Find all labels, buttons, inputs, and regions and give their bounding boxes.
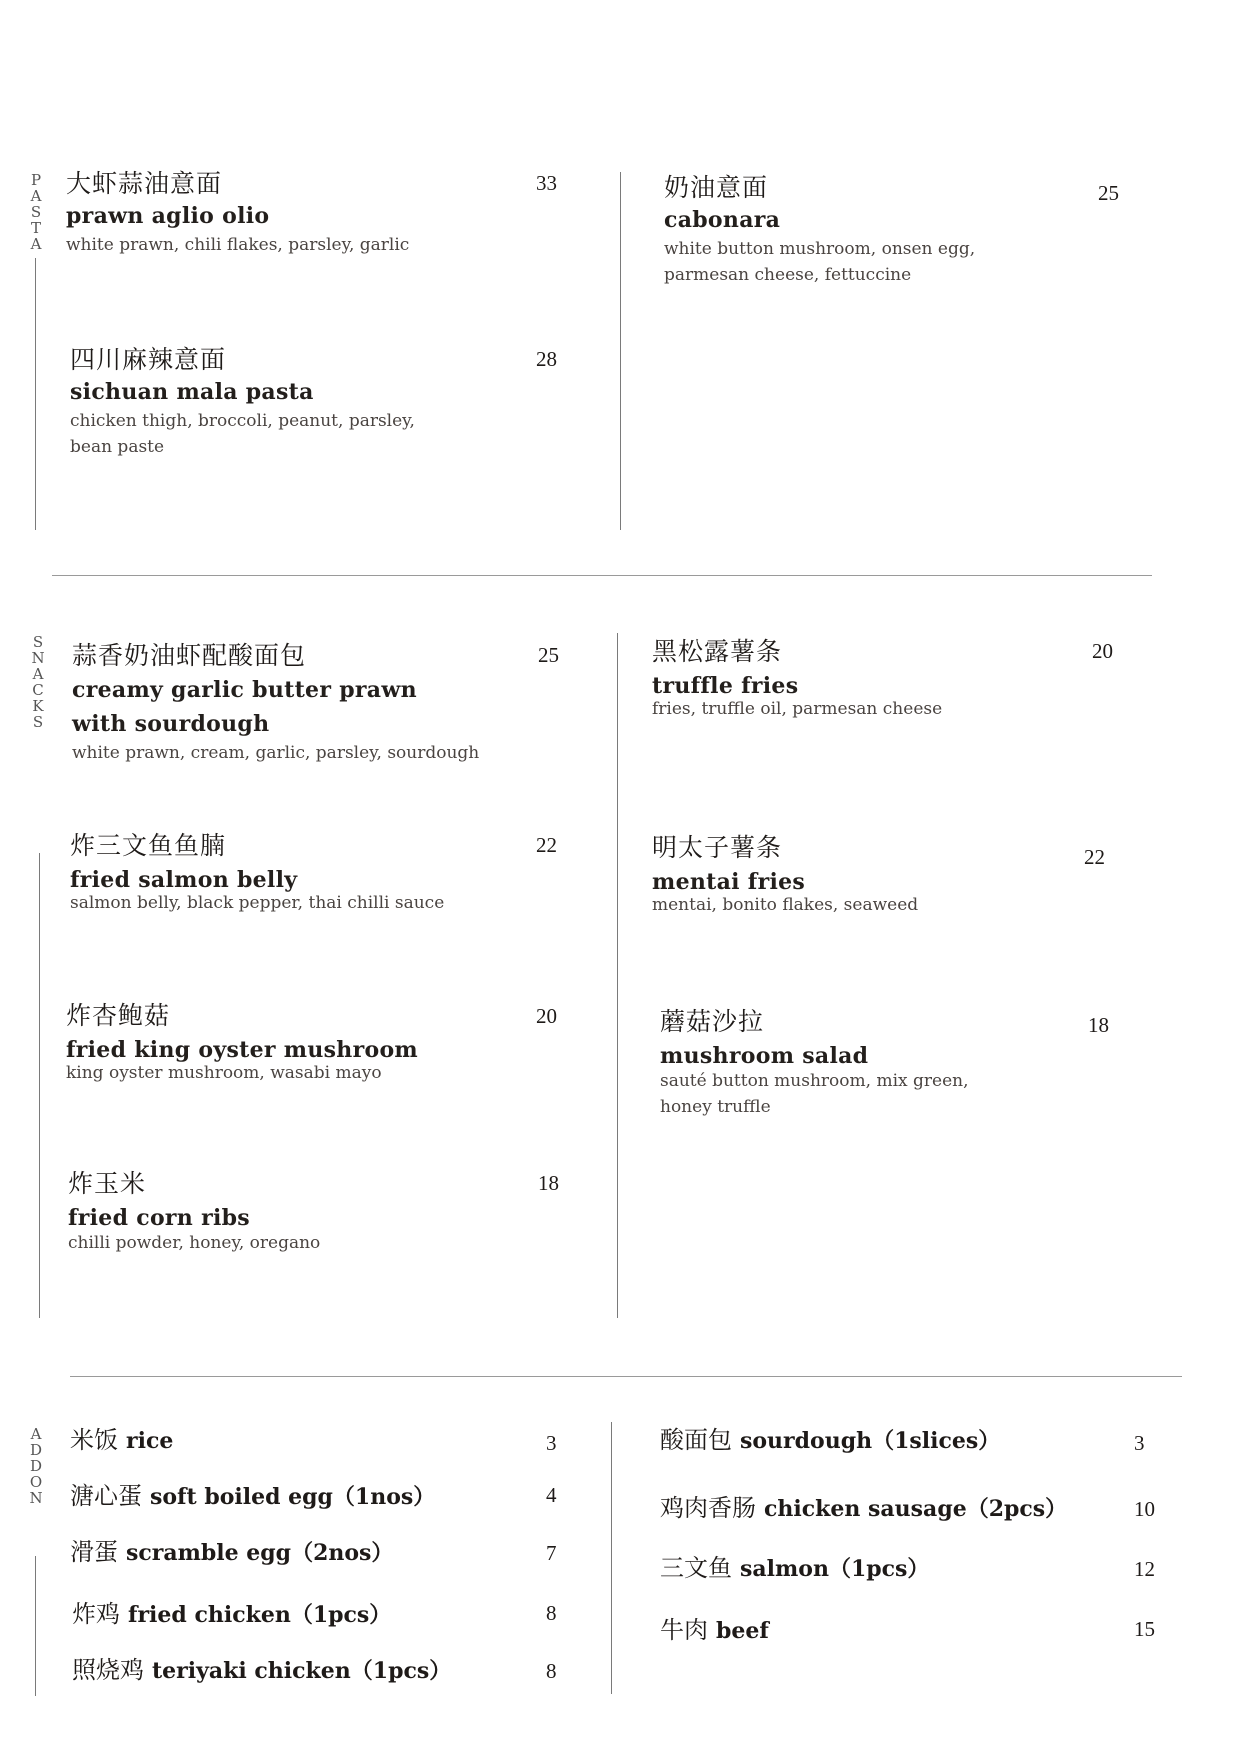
item-price: 22	[536, 833, 557, 857]
label-letter: A	[30, 187, 42, 205]
snacks-column-divider	[617, 633, 618, 1318]
label-letter: C	[32, 681, 44, 699]
item-price: 33	[536, 171, 557, 195]
item-description-cont: parmesan cheese, fettuccine	[664, 265, 912, 285]
menu-item-prawn-aglio-olio	[66, 168, 486, 258]
label-letter: A	[30, 1425, 42, 1443]
menu-item-mentai-fries	[652, 832, 1092, 918]
item-description: white prawn, cream, garlic, parsley, sourdough	[72, 743, 480, 763]
addon-price: 4	[546, 1483, 557, 1507]
menu-item-mushroom-salad	[660, 1006, 1100, 1120]
menu-item-creamy-garlic-butter-prawn	[72, 640, 542, 766]
addon-item-rice	[70, 1424, 173, 1457]
item-name-zh: 黑松露薯条	[652, 637, 783, 666]
addon-name-en: fried chicken（1pcs）	[128, 1602, 392, 1628]
item-description: white prawn, chili flakes, parsley, garlic	[66, 235, 410, 255]
label-letter: A	[32, 665, 44, 683]
snacks-left-divider	[39, 853, 40, 1318]
addon-item-scramble-egg	[70, 1536, 393, 1569]
section-divider	[70, 1376, 1182, 1377]
item-name-zh: 奶油意面	[664, 173, 769, 202]
item-description: sauté button mushroom, mix green,	[660, 1071, 969, 1091]
addon-item-soft-boiled-egg	[70, 1480, 435, 1513]
item-description: chicken thigh, broccoli, peanut, parsley,	[70, 411, 415, 431]
section-label-addon	[26, 1426, 46, 1506]
addon-name-en: chicken sausage（2pcs）	[764, 1496, 1068, 1522]
item-description-cont: honey truffle	[660, 1097, 771, 1117]
label-letter: K	[32, 697, 44, 715]
addon-item-sourdough	[660, 1424, 1000, 1457]
item-name-en: prawn aglio olio	[66, 203, 270, 229]
menu-item-fried-king-oyster-mushroom	[66, 1000, 536, 1086]
addon-item-chicken-sausage	[660, 1492, 1067, 1525]
addon-price: 12	[1134, 1557, 1155, 1581]
item-name-en: creamy garlic butter prawn	[72, 677, 417, 703]
addon-column-divider	[611, 1422, 612, 1694]
addon-price: 7	[546, 1541, 557, 1565]
item-name-en: cabonara	[664, 207, 781, 233]
item-price: 25	[538, 643, 559, 667]
item-description: salmon belly, black pepper, thai chilli sauce	[70, 893, 445, 913]
addon-price: 15	[1134, 1617, 1155, 1641]
menu-item-truffle-fries	[652, 636, 1092, 722]
item-name-en: fried corn ribs	[68, 1205, 250, 1231]
addon-name-zh: 酸面包	[660, 1426, 732, 1454]
item-name-en: mushroom salad	[660, 1043, 869, 1069]
item-name-zh: 明太子薯条	[652, 833, 783, 862]
item-name-en: fried king oyster mushroom	[66, 1037, 419, 1063]
addon-price: 3	[546, 1431, 557, 1455]
addon-name-en: beef	[716, 1618, 769, 1644]
addon-name-zh: 鸡肉香肠	[660, 1494, 756, 1522]
label-letter: D	[29, 1457, 43, 1475]
item-description-cont: bean paste	[70, 437, 165, 457]
label-letter: T	[30, 219, 41, 237]
item-name-en: mentai fries	[652, 869, 806, 895]
item-price: 22	[1084, 845, 1105, 869]
item-name-zh: 四川麻辣意面	[70, 345, 227, 374]
menu-item-fried-salmon-belly	[70, 830, 540, 916]
addon-item-teriyaki-chicken	[72, 1654, 451, 1687]
addon-price: 3	[1134, 1431, 1145, 1455]
section-divider	[52, 575, 1152, 576]
label-letter: N	[29, 1489, 43, 1507]
addon-item-beef	[660, 1614, 769, 1647]
item-name-zh: 蒜香奶油虾配酸面包	[72, 641, 307, 670]
addon-name-zh: 照烧鸡	[72, 1656, 144, 1684]
item-name-zh: 炸杏鲍菇	[66, 1001, 171, 1030]
item-name-zh: 炸玉米	[68, 1169, 147, 1198]
label-letter: S	[32, 633, 44, 651]
addon-price: 8	[546, 1601, 557, 1625]
menu-item-fried-corn-ribs	[68, 1168, 538, 1256]
item-price: 20	[1092, 639, 1113, 663]
item-price: 18	[538, 1171, 559, 1195]
addon-price: 10	[1134, 1497, 1155, 1521]
label-letter: P	[30, 171, 42, 189]
item-description: chilli powder, honey, oregano	[68, 1233, 321, 1253]
label-letter: N	[31, 649, 45, 667]
section-label-pasta	[26, 172, 46, 252]
item-name-en: sichuan mala pasta	[70, 379, 314, 405]
addon-left-divider	[35, 1556, 36, 1696]
item-description: white button mushroom, onsen egg,	[664, 239, 976, 259]
item-name-zh: 蘑菇沙拉	[660, 1007, 765, 1036]
item-price: 20	[536, 1004, 557, 1028]
label-letter: S	[30, 203, 42, 221]
label-letter: A	[30, 235, 42, 253]
item-name-zh: 大虾蒜油意面	[66, 169, 223, 198]
item-name-en: fried salmon belly	[70, 867, 298, 893]
addon-name-en: salmon（1pcs）	[740, 1556, 930, 1582]
label-letter: O	[29, 1473, 43, 1491]
label-letter: S	[32, 713, 44, 731]
addon-name-zh: 滑蛋	[70, 1538, 118, 1566]
addon-item-salmon	[660, 1552, 929, 1585]
addon-name-en: scramble egg（2nos）	[126, 1540, 394, 1566]
item-name-en: truffle fries	[652, 673, 799, 699]
addon-name-en: teriyaki chicken（1pcs）	[152, 1658, 452, 1684]
item-name-zh: 炸三文鱼鱼腩	[70, 831, 227, 860]
pasta-column-divider	[620, 172, 621, 530]
addon-name-en: rice	[126, 1428, 174, 1454]
item-price: 28	[536, 347, 557, 371]
item-price: 18	[1088, 1013, 1109, 1037]
addon-name-zh: 牛肉	[660, 1616, 708, 1644]
item-name-en-cont: with sourdough	[72, 711, 270, 737]
item-description: fries, truffle oil, parmesan cheese	[652, 699, 943, 719]
section-label-snacks	[28, 634, 48, 730]
addon-name-zh: 三文鱼	[660, 1554, 732, 1582]
pasta-left-divider	[35, 258, 36, 530]
menu-item-sichuan-mala-pasta	[70, 344, 510, 460]
item-description: king oyster mushroom, wasabi mayo	[66, 1063, 382, 1083]
addon-item-fried-chicken	[72, 1598, 391, 1631]
item-price: 25	[1098, 181, 1119, 205]
label-letter: D	[29, 1441, 43, 1459]
addon-name-zh: 炸鸡	[72, 1600, 120, 1628]
addon-name-en: sourdough（1slices）	[740, 1428, 1001, 1454]
menu-item-cabonara	[664, 172, 1084, 288]
addon-name-zh: 溏心蛋	[70, 1482, 142, 1510]
addon-price: 8	[546, 1659, 557, 1683]
addon-name-zh: 米饭	[70, 1426, 118, 1454]
item-description: mentai, bonito flakes, seaweed	[652, 895, 919, 915]
addon-name-en: soft boiled egg（1nos）	[150, 1484, 436, 1510]
